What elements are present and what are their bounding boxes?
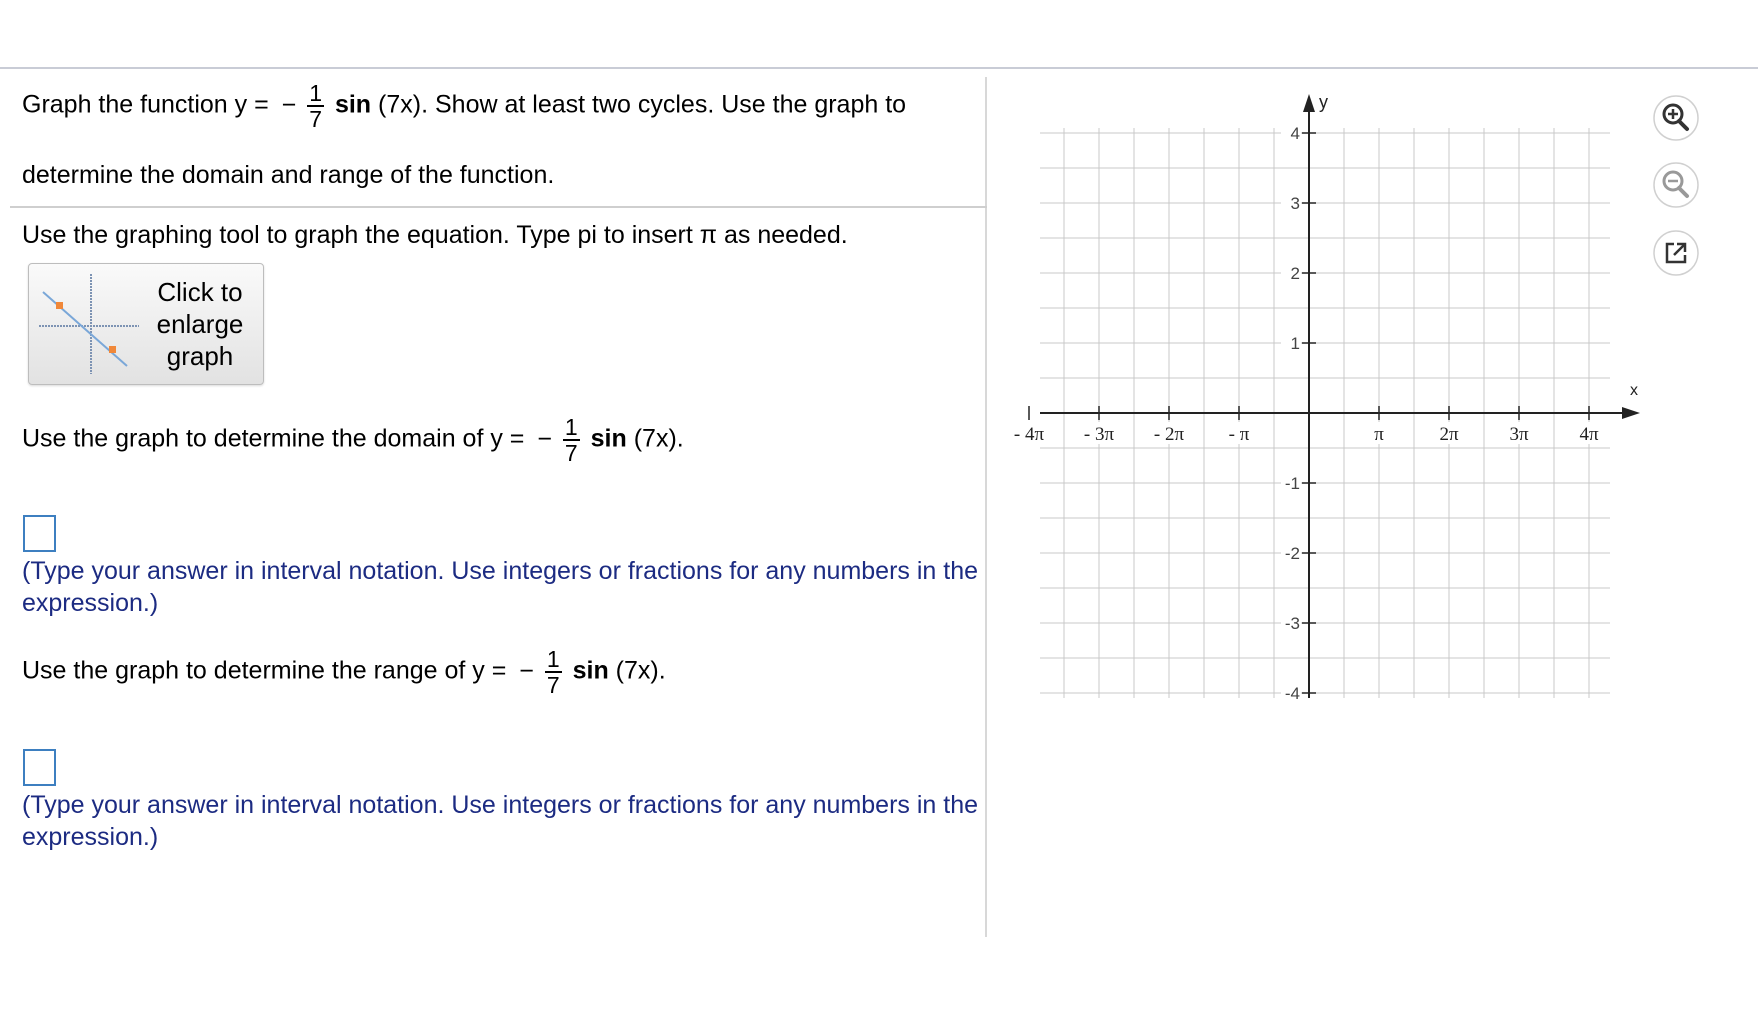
- zoom-in-icon[interactable]: [1652, 94, 1700, 142]
- popout-icon[interactable]: [1652, 229, 1700, 277]
- graph-thumbnail-icon: [39, 274, 139, 374]
- question-pane: [0, 69, 985, 939]
- x-tick-label: - 2π: [1153, 424, 1185, 445]
- x-tick-label: - 3π: [1083, 424, 1115, 445]
- x-axis-arrow: [1622, 407, 1640, 419]
- range-hint: (Type your answer in interval notation. Use integers or fractions for any numbers in the expression.): [22, 791, 979, 851]
- function-argument: (7x).: [633, 424, 684, 453]
- y-tick-label: -2: [1284, 544, 1300, 563]
- question-line-1: [22, 81, 906, 131]
- y-tick-label: 1: [1290, 334, 1300, 353]
- question-line-2: determine the domain and range of the function.: [22, 161, 555, 189]
- fraction-denominator: 7: [309, 106, 322, 132]
- sin-function: sin: [334, 90, 372, 119]
- minus-sign: −: [281, 90, 297, 119]
- sin-function: sin: [572, 656, 609, 685]
- graphing-tool[interactable]: [1010, 80, 1650, 725]
- fraction-denominator: 7: [564, 440, 578, 466]
- fraction: [307, 81, 324, 131]
- zoom-out-icon[interactable]: [1652, 161, 1700, 209]
- x-tick-label: 3π: [1509, 424, 1529, 445]
- y-tick-label: -3: [1284, 614, 1300, 633]
- enlarge-graph-label: Click to enlarge graph: [156, 277, 244, 371]
- x-tick-label: - π: [1228, 424, 1250, 445]
- x-tick-label: π: [1374, 424, 1384, 445]
- y-tick-label: -1: [1284, 474, 1300, 493]
- range-prompt: Use the graph to determine the range of y =: [22, 656, 507, 685]
- fraction: [563, 415, 580, 465]
- y-tick-label: 4: [1290, 124, 1300, 143]
- domain-prompt: Use the graph to determine the domain of y =: [22, 424, 525, 453]
- range-question: [22, 647, 666, 697]
- domain-question: [22, 415, 684, 465]
- instruction-text: Use the graphing tool to graph the equation. Type pi to insert π as needed.: [22, 221, 848, 249]
- minus-sign: −: [519, 656, 534, 685]
- minus-sign: −: [537, 424, 552, 453]
- range-answer-input[interactable]: [23, 749, 56, 786]
- domain-answer-input[interactable]: [23, 515, 56, 552]
- enlarge-graph-button[interactable]: [28, 263, 264, 385]
- axes: [1040, 94, 1640, 698]
- y-tick-label: 3: [1290, 194, 1300, 213]
- fraction-numerator: 1: [546, 646, 560, 672]
- fraction-numerator: 1: [309, 80, 322, 106]
- x-tick-label: 2π: [1439, 424, 1459, 445]
- y-axis-label: y: [1319, 92, 1328, 112]
- function-argument: (7x).: [378, 90, 429, 119]
- fraction-denominator: 7: [546, 672, 560, 698]
- question-prompt-continued: Show at least two cycles. Use the graph to: [434, 90, 907, 119]
- fraction-numerator: 1: [564, 414, 578, 440]
- sin-function: sin: [590, 424, 627, 453]
- coordinate-grid[interactable]: [1010, 80, 1650, 720]
- axis-tick-labels: [1010, 92, 1638, 703]
- x-tick-label: 4π: [1579, 424, 1599, 445]
- domain-hint: (Type your answer in interval notation. Use integers or fractions for any numbers in the expression.): [22, 557, 979, 617]
- question-prompt: Graph the function y =: [22, 90, 269, 119]
- function-argument: (7x).: [615, 656, 666, 685]
- y-tick-label: -4: [1284, 684, 1300, 703]
- x-tick-label: - 4π: [1013, 424, 1045, 445]
- y-tick-label: 2: [1290, 264, 1300, 283]
- fraction: [545, 647, 562, 697]
- question-separator: [10, 206, 987, 208]
- y-axis-arrow: [1303, 94, 1315, 112]
- x-axis-label: x: [1630, 382, 1638, 399]
